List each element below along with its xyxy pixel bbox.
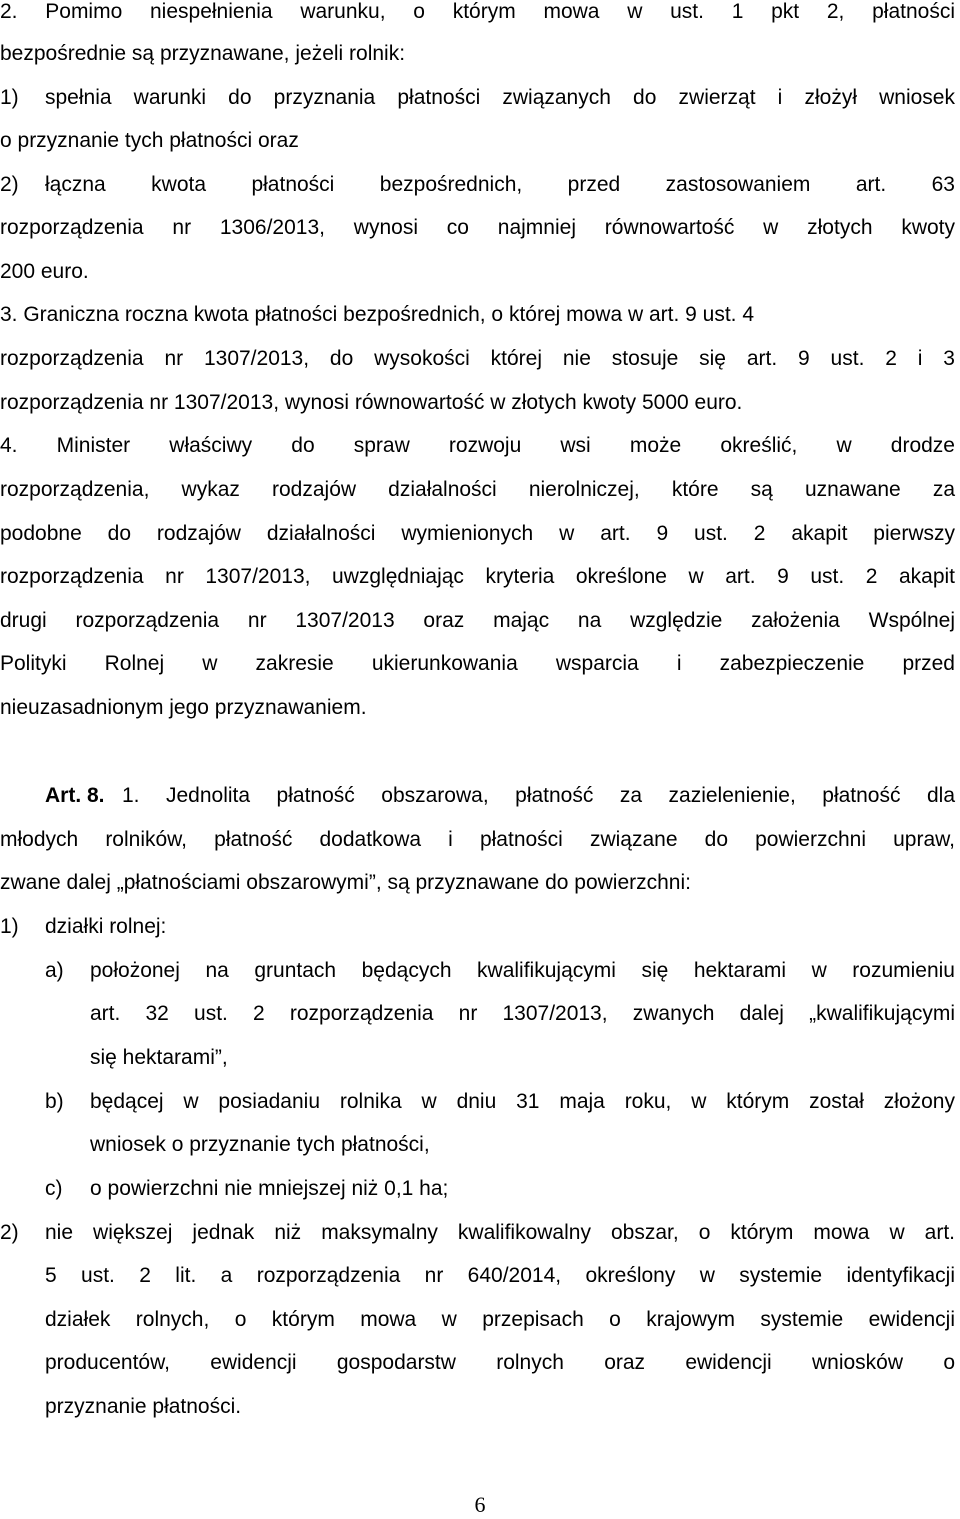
text-line: młodych rolników, płatność dodatkowa i płatności związane do powierzchni upraw,	[0, 828, 955, 851]
text-line: nieuzasadnionym jego przyznawaniem.	[0, 696, 367, 719]
text-line: wniosek o przyznanie tych płatności,	[90, 1133, 430, 1156]
text-line: drugi rozporządzenia nr 1307/2013 oraz mając na względzie założenia Wspólnej	[0, 609, 955, 632]
text-line: się hektarami”,	[90, 1046, 228, 1069]
list-item	[0, 170, 955, 200]
text-line: 200 euro.	[0, 260, 89, 283]
text-line: rozporządzenia nr 1307/2013, do wysokości której nie stosuje się art. 9 ust. 2 i 3	[0, 347, 955, 370]
list-item-label: 2)	[0, 173, 19, 196]
text-line: zwane dalej „płatnościami obszarowymi”, są przyznawane do powierzchni:	[0, 871, 691, 894]
sub-list-item	[45, 1174, 955, 1204]
text-line: podobne do rodzajów działalności wymienionych w art. 9 ust. 2 akapit pierwszy	[0, 522, 955, 545]
list-item-text: położonej na gruntach będących kwalifikującymi się hektarami w rozumieniu	[90, 959, 955, 982]
sub-list-item	[45, 956, 955, 986]
list-item-text: łączna kwota płatności bezpośrednich, przed zastosowaniem art. 63	[45, 173, 955, 196]
list-item-label: 1)	[0, 86, 19, 109]
list-item	[0, 83, 955, 113]
text-line: art. 32 ust. 2 rozporządzenia nr 1307/2013, zwanych dalej „kwalifikującymi	[90, 1002, 955, 1025]
list-item-label: 1)	[0, 915, 19, 938]
list-item-label: 2)	[0, 1221, 19, 1244]
article-heading: Art. 8.	[45, 784, 105, 807]
text-line: rozporządzenia nr 1307/2013, wynosi równowartość w złotych kwoty 5000 euro.	[0, 391, 743, 414]
text-line: 5 ust. 2 lit. a rozporządzenia nr 640/2014, określony w systemie identyfikacji	[45, 1264, 955, 1287]
text-line: producentów, ewidencji gospodarstw rolnych oraz ewidencji wniosków o	[45, 1351, 955, 1374]
list-item	[0, 1218, 955, 1248]
list-item-text: o powierzchni nie mniejszej niż 0,1 ha;	[90, 1177, 449, 1200]
list-item-text: nie większej jednak niż maksymalny kwalifikowalny obszar, o którym mowa w art.	[45, 1221, 955, 1244]
text-line: przyznanie płatności.	[45, 1395, 242, 1418]
text-line: działek rolnych, o którym mowa w przepisach o krajowym systemie ewidencji	[45, 1308, 955, 1331]
sub-list-item	[45, 1087, 955, 1117]
text-line: rozporządzenia, wykaz rodzajów działalności nierolniczej, które są uznawane za	[0, 478, 955, 501]
list-item-text: spełnia warunki do przyznania płatności związanych do zwierząt i złożył wniosek	[45, 86, 955, 109]
page-number: 6	[474, 1492, 486, 1517]
list-item-label: b)	[45, 1090, 64, 1113]
list-item	[0, 912, 955, 942]
text-line: rozporządzenia nr 1306/2013, wynosi co najmniej równowartość w złotych kwoty	[0, 216, 955, 239]
article-first-line	[0, 781, 955, 811]
list-item-text: będącej w posiadaniu rolnika w dniu 31 maja roku, w którym został złożony	[90, 1090, 955, 1113]
article-text: 1. Jednolita płatność obszarowa, płatność za zazielenienie, płatność dla	[122, 784, 955, 807]
text-line: o przyznanie tych płatności oraz	[0, 129, 299, 152]
text-line: rozporządzenia nr 1307/2013, uwzględniając kryteria określone w art. 9 ust. 2 akapit	[0, 565, 955, 588]
list-item-text: działki rolnej:	[45, 915, 167, 938]
text-line: bezpośrednie są przyznawane, jeżeli rolnik:	[0, 42, 406, 65]
text-line: 3. Graniczna roczna kwota płatności bezpośrednich, o której mowa w art. 9 ust. 4	[0, 303, 755, 326]
list-item-label: a)	[45, 959, 64, 982]
text-line: Polityki Rolnej w zakresie ukierunkowania wsparcia i zabezpieczenie przed	[0, 652, 955, 675]
text-line: 4. Minister właściwy do spraw rozwoju wsi może określić, w drodze	[0, 434, 955, 457]
list-item-label: c)	[45, 1177, 63, 1200]
text-line: 2. Pomimo niespełnienia warunku, o którym mowa w ust. 1 pkt 2, płatności	[0, 0, 955, 23]
